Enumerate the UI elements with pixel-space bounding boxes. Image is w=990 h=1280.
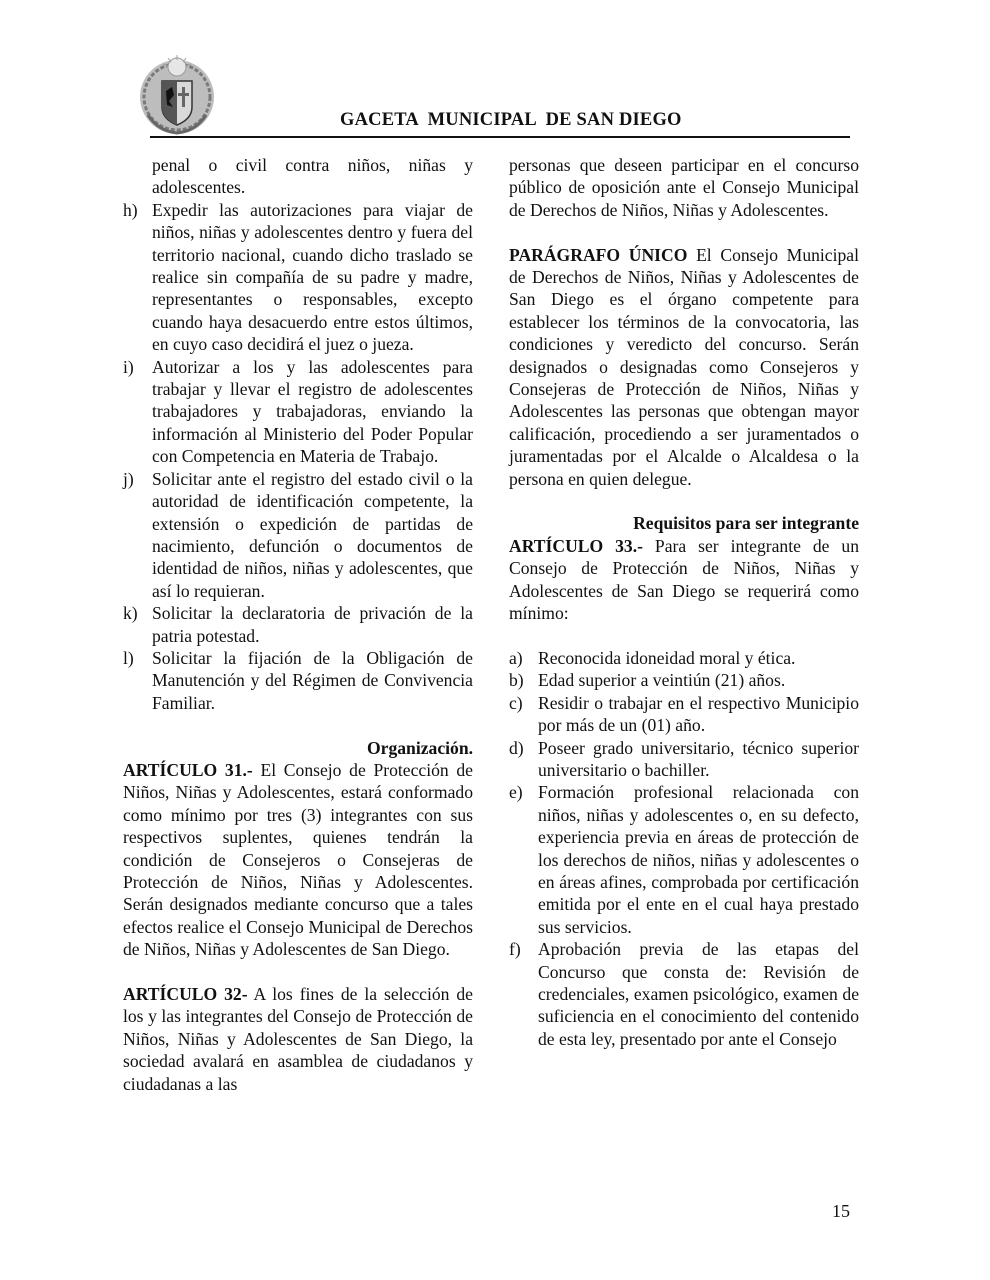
list-text: Solicitar ante el registro del estado civil o la autoridad de identificación competente, la extensión o expedición de partidas de nacimiento, defunción o documentos de identidad de niños, niñas y adolescentes, que así lo requieran. (152, 468, 473, 601)
section-heading-requisitos: Requisitos para ser integrante (633, 513, 859, 534)
list-label: d) (509, 737, 524, 758)
list-item-j (123, 468, 473, 602)
list-item-i (123, 356, 473, 468)
list-text: Solicitar la fijación de la Obligación de Manutención y del Régimen de Convivencia Familiar. (152, 647, 473, 713)
article-32 (123, 983, 473, 1095)
article-text: A los fines de la selección de los y las integrantes del Consejo de Protección de Niños, Niñas y Adolescentes de San Diego, la sociedad avalará en asamblea de ciudadanos y ciudadanas a las (123, 984, 473, 1094)
list-text: Formación profesional relacionada con niños, niñas y adolescentes o, en su defecto, experiencia previa en áreas de protección de los derechos de niños, niñas y adolescentes o en áreas afines, comprobada por certificación emitida por el ente en el cual haya prestado sus servicios. (538, 782, 859, 937)
list-label: a) (509, 647, 523, 668)
article-label: ARTÍCULO 32- (123, 984, 248, 1004)
list-label: b) (509, 670, 524, 691)
list-label: c) (509, 692, 523, 713)
list-label: j) (123, 468, 134, 489)
continuation-text: penal o civil contra niños, niñas y adolescentes. (152, 155, 473, 198)
list-label: l) (123, 647, 134, 668)
header-divider (150, 136, 850, 138)
gazette-title: GACETA MUNICIPAL DE SAN DIEGO (340, 110, 682, 130)
list-label: e) (509, 782, 523, 803)
continuation-text: personas que deseen participar en el concurso público de oposición ante el Consejo Municipal de Derechos de Niños, Niñas y Adolescentes. (509, 155, 859, 220)
list-item-f (509, 938, 859, 1050)
list-text: Aprobación previa de las etapas del Concurso que consta de: Revisión de credenciales, examen psicológico, examen de suficiencia en el conocimiento del contenido de esta ley, presentado por ante el Consejo (538, 939, 859, 1049)
list-item-c (509, 692, 859, 737)
paragraph-text: El Consejo Municipal de Derechos de Niños, Niñas y Adolescentes de San Diego es el órgano competente para establecer los términos de la convocatoria, las condiciones y veredicto del concurso. Serán designados o designadas como Consejeros y Consejeras de Protección de Niños, Niñas y Adolescentes las personas que obtengan mayor calificación, procediendo a ser juramentados o juramentadas por el Alcalde o Alcaldesa o la persona en quien delegue. (509, 244, 859, 489)
list-text: Poseer grado universitario, técnico superior universitario o bachiller. (538, 737, 859, 780)
right-column (509, 154, 859, 1050)
page-number: 15 (832, 1201, 850, 1221)
article-text: El Consejo de Protección de Niños, Niñas y Adolescentes, estará conformado como mínimo por tres (3) integrantes con sus respectivos suplentes, quienes tendrán la condición de Consejeros o Consejeras de Protección de Niños, Niñas y Adolescentes. Serán designados mediante concurso que a tales efectos realice el Consejo Municipal de Derechos de Niños, Niñas y Adolescentes de San Diego. (123, 759, 473, 960)
list-item-e (509, 781, 859, 938)
list-text: Residir o trabajar en el respectivo Municipio por más de un (01) año. (538, 692, 859, 736)
article-text: Para ser integrante de un Consejo de Protección de Niños, Niñas y Adolescentes de San Diego se requerirá como mínimo: (509, 535, 859, 624)
list-item-h (123, 199, 473, 356)
municipal-crest-icon (138, 55, 216, 137)
section-heading-organizacion: Organización. (366, 737, 473, 758)
list-text: Solicitar la declaratoria de privación de la patria potestad. (152, 603, 473, 646)
list-label: f) (509, 939, 521, 960)
list-item-l (123, 647, 473, 714)
article-label: ARTÍCULO 31.- (123, 759, 253, 780)
list-item-k (123, 602, 473, 647)
list-label: i) (123, 356, 134, 377)
list-label: k) (123, 603, 138, 624)
list-item-d (509, 737, 859, 782)
list-label: h) (123, 199, 138, 220)
list-text: Expedir las autorizaciones para viajar de niños, niñas y adolescentes dentro y fuera del territorio nacional, cuando dicho traslado se realice sin compañía de su padre y madre, representantes o responsables, excepto cuando haya desacuerdo entre estos últimos, en cuyo caso decidirá el juez o jueza. (152, 199, 473, 355)
list-text: Reconocida idoneidad moral y ética. (538, 647, 796, 668)
paragraph-label: PARÁGRAFO ÚNICO (509, 244, 688, 265)
list-text: Edad superior a veintiún (21) años. (538, 670, 786, 691)
paragrafo-unico (509, 244, 859, 490)
list-item-a (509, 647, 859, 669)
article-31 (123, 759, 473, 961)
article-label: ARTÍCULO 33.- (509, 535, 643, 556)
left-column (123, 154, 473, 1095)
article-33 (509, 535, 859, 625)
list-text: Autorizar a los y las adolescentes para trabajar y llevar el registro de adolescentes trabajadores y trabajadoras, enviando la información al Ministerio del Poder Popular con Competencia en Materia de Trabajo. (152, 356, 473, 467)
list-item-b (509, 669, 859, 691)
